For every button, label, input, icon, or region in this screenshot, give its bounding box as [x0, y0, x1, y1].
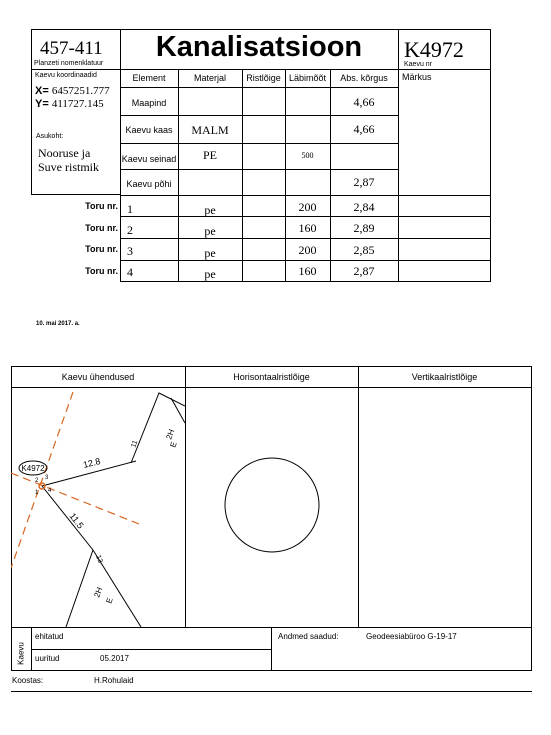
pipe-label: Toru nr.	[85, 223, 118, 233]
pipe-label: Toru nr.	[85, 244, 118, 254]
row-element: Kaevu põhi	[126, 179, 172, 189]
section-vertical: Vertikaalristlõige	[411, 372, 478, 382]
footer-side-label: Kaevu	[16, 642, 26, 665]
location-line1: Nooruse ja	[38, 146, 91, 160]
date-stamp: 10. mai 2017. a.	[36, 321, 80, 327]
connection-sketch	[11, 388, 185, 627]
pipe-material: pe	[204, 246, 216, 260]
distance-11-5: 11.5	[67, 511, 86, 531]
pipe-number-3: 3	[45, 475, 49, 481]
row-material: PE	[202, 148, 217, 162]
section-connections: Kaevu ühendused	[61, 372, 135, 382]
map-number-caption: Planzeti nomenklatuur	[34, 60, 104, 67]
pipe-lines	[42, 461, 136, 550]
col-diameter: Läbimõõt	[288, 73, 327, 83]
road-edge-upper-right	[171, 398, 185, 423]
section-horizontal: Horisontaalristlõige	[233, 372, 310, 382]
road-tag-5: 2H	[92, 585, 105, 599]
row-element: Kaevu kaas	[125, 125, 173, 135]
coords-caption: Kaevu koordinaadid	[35, 72, 97, 79]
pipe-material: pe	[204, 203, 216, 217]
pipe-elevation: 2,85	[353, 243, 375, 257]
pipe-diameter: 200	[298, 200, 317, 214]
pipe-label: Toru nr.	[85, 201, 118, 211]
location-caption: Asukoht:	[36, 133, 64, 140]
coord-y	[35, 98, 104, 110]
pipe-elevation: 2,89	[353, 221, 375, 235]
distance-12-8: 12.8	[82, 455, 102, 470]
col-element: Element	[132, 73, 166, 83]
pipe-nr: 4	[127, 265, 133, 279]
road-tag-3: E	[168, 440, 179, 449]
well-id-caption: Kaevu nr	[404, 61, 433, 68]
row-elevation: 4,66	[353, 95, 375, 109]
road-edge-upper	[131, 393, 185, 463]
compiled-value: H.Rohulaid	[94, 676, 134, 685]
road-tag-2: 2H	[164, 427, 177, 441]
row-elevation: 2,87	[353, 175, 375, 189]
well-id: K4972	[404, 37, 464, 62]
col-elevation: Abs. kõrgus	[340, 73, 388, 83]
built-label: ehitatud	[35, 632, 64, 641]
row-material: MALM	[191, 123, 229, 137]
horizontal-section-drawing	[186, 388, 358, 627]
coord-y-label: Y=	[35, 98, 49, 110]
pipe-number-2: 2	[35, 478, 39, 484]
source-label: Andmed saadud:	[278, 632, 339, 641]
pipe-diameter: 160	[298, 221, 317, 235]
road-tag-6: E	[104, 596, 115, 605]
surveyed-value: 05.2017	[100, 654, 129, 663]
pipe-nr: 1	[127, 202, 133, 216]
well-section-circle	[225, 458, 319, 552]
coord-y-value: 411727.145	[51, 98, 104, 110]
pipe-number-4: 4	[48, 488, 52, 494]
compiled-label: Koostas:	[12, 676, 44, 685]
coord-x	[35, 85, 110, 97]
pipe-material: pe	[204, 224, 216, 238]
row-elevation: 4,66	[353, 122, 375, 136]
pipe-line-3	[42, 486, 93, 550]
road-edge-lower-left	[66, 550, 93, 627]
road-tag-4: 13	[94, 554, 104, 565]
map-number: 457-411	[40, 38, 103, 59]
row-diameter: 500	[301, 151, 314, 160]
road-tag-1: 11	[130, 439, 140, 449]
pipe-elevation: 2,84	[353, 200, 375, 214]
coord-x-label: X=	[35, 85, 49, 97]
surveyed-label: uuritud	[35, 654, 60, 663]
pipe-label: Toru nr.	[85, 266, 118, 276]
row-element: Kaevu seinad	[121, 154, 177, 164]
location-line2: Suve ristmik	[38, 160, 100, 174]
col-notes: Märkus	[402, 72, 432, 82]
row-element: Maapind	[131, 98, 167, 108]
pipe-material: pe	[204, 267, 216, 281]
pipe-diameter: 200	[298, 243, 317, 257]
col-section: Ristlõige	[246, 73, 281, 83]
col-material: Materjal	[193, 73, 226, 83]
pipe-number-1: 1	[35, 490, 39, 496]
pipe-elevation: 2,87	[353, 264, 375, 278]
pipe-nr: 3	[127, 244, 133, 258]
orange-axes	[11, 392, 139, 568]
pipe-diameter: 160	[298, 264, 317, 278]
source-value: Geodeesiabüroo G-19-17	[366, 632, 457, 641]
coord-x-value: 6457251.777	[51, 85, 110, 97]
well-label: K4972	[21, 464, 45, 473]
page-title: Kanalisatsioon	[155, 31, 363, 63]
pipe-nr: 2	[127, 223, 133, 237]
